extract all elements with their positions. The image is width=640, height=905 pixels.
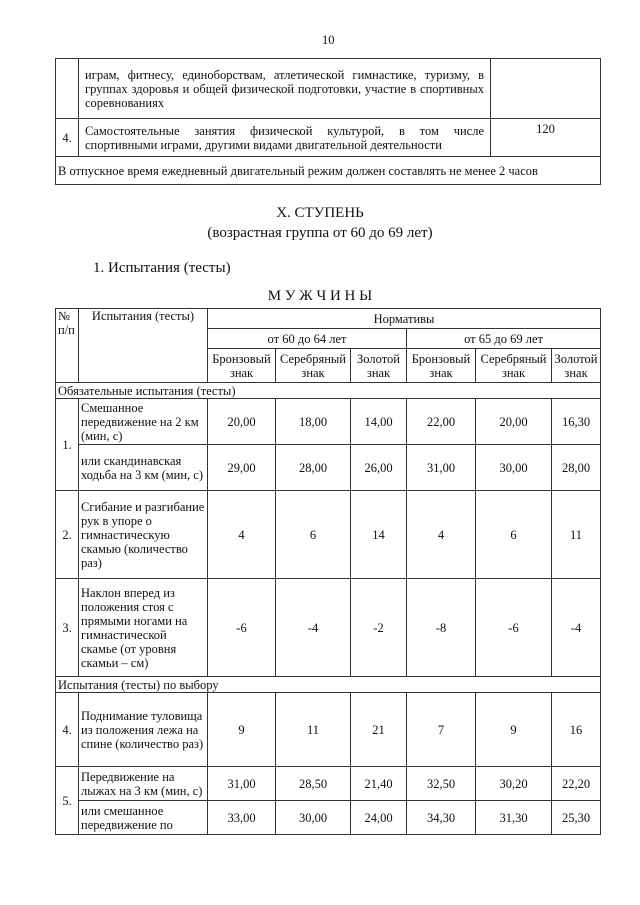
test-name: или смешанное передвижение по [79,801,208,835]
header-num: № п/п [56,309,79,383]
row-number: 2. [56,491,79,579]
gender-heading: М У Ж Ч И Н Ы [267,288,373,304]
test-name: Передвижение на лыжах на 3 км (мин, с) [79,767,208,801]
norms-table [55,308,601,835]
norm-value: 18,00 [276,399,351,445]
norm-value: 7 [407,693,476,767]
norm-value: 11 [552,491,601,579]
test-name: или скандинавская ходьба на 3 км (мин, с) [79,445,208,491]
test-name: Наклон вперед из положения стоя с прямыми ногами на гимнастической скамье (от уровня скамьи – см) [79,579,208,677]
table-footer-note: В отпускное время ежедневный двигательный режим должен составлять не менее 2 часов [56,157,601,185]
table-row [56,399,601,445]
header-badge: Серебряный знак [476,349,552,383]
row-number: 4. [56,693,79,767]
norm-value: 30,00 [276,801,351,835]
header-badge: Золотой знак [552,349,601,383]
table-row [56,579,601,677]
norm-value: 14,00 [351,399,407,445]
activity-table [55,58,601,185]
norm-value: 33,00 [208,801,276,835]
row-text: Самостоятельные занятия физической культурой, в том числе спортивными играми, другими видами двигательной деятельности [79,119,491,157]
norm-value: 28,00 [552,445,601,491]
norm-value: 29,00 [208,445,276,491]
norm-value: 11 [276,693,351,767]
norm-value: 31,00 [208,767,276,801]
row-number: 3. [56,579,79,677]
norm-value: 32,50 [407,767,476,801]
header-badge: Золотой знак [351,349,407,383]
norm-value: 31,30 [476,801,552,835]
norm-value: 6 [476,491,552,579]
header-norms: Нормативы [208,309,601,329]
norm-value: 9 [208,693,276,767]
header-badge: Бронзовый знак [208,349,276,383]
norm-value: 21 [351,693,407,767]
norm-value: 25,30 [552,801,601,835]
norm-value: 20,00 [208,399,276,445]
norm-value: 6 [276,491,351,579]
norm-value: 28,50 [276,767,351,801]
table-row [56,119,601,157]
norm-value: 24,00 [351,801,407,835]
header-badge: Серебряный знак [276,349,351,383]
row-number: 1. [56,399,79,491]
norm-value: -6 [476,579,552,677]
norm-value: 20,00 [476,399,552,445]
row-value [491,59,601,119]
row-number: 4. [56,119,79,157]
test-name: Поднимание туловища из положения лежа на спине (количество раз) [79,693,208,767]
norm-value: -2 [351,579,407,677]
table-row [56,59,601,119]
row-number: 5. [56,767,79,835]
row-number [56,59,79,119]
header-age-60-64: от 60 до 64 лет [208,329,407,349]
norm-value: 14 [351,491,407,579]
norm-value: 28,00 [276,445,351,491]
page-number: 10 [322,33,335,47]
test-name: Сгибание и разгибание рук в упоре о гимнастическую скамью (количество раз) [79,491,208,579]
norm-value: 4 [407,491,476,579]
section-heading: 1. Испытания (тесты) [93,260,231,276]
section-required: Обязательные испытания (тесты) [56,383,601,399]
header-test: Испытания (тесты) [79,309,208,383]
norm-value: 21,40 [351,767,407,801]
norm-value: 34,30 [407,801,476,835]
row-text: играм, фитнесу, единоборствам, атлетической гимнастике, туризму, в группах здоровья и общей физической подготовки, участие в спортивных соревнованиях [79,59,491,119]
section-optional: Испытания (тесты) по выбору [56,677,601,693]
table-row [56,693,601,767]
test-name: Смешанное передвижение на 2 км (мин, с) [79,399,208,445]
norm-value: 22,20 [552,767,601,801]
stage-subtitle: (возрастная группа от 60 до 69 лет) [207,225,433,241]
norm-value: 30,20 [476,767,552,801]
norm-value: 16 [552,693,601,767]
table-row [56,801,601,835]
header-badge: Бронзовый знак [407,349,476,383]
norm-value: -6 [208,579,276,677]
norm-value: -8 [407,579,476,677]
norm-value: -4 [276,579,351,677]
norm-value: 31,00 [407,445,476,491]
norm-value: 4 [208,491,276,579]
table-row [56,767,601,801]
norm-value: 22,00 [407,399,476,445]
row-value: 120 [491,119,601,157]
norm-value: 26,00 [351,445,407,491]
stage-title: X. СТУПЕНЬ [276,205,364,221]
norm-value: 30,00 [476,445,552,491]
norm-value: -4 [552,579,601,677]
norm-value: 9 [476,693,552,767]
table-row [56,445,601,491]
norm-value: 16,30 [552,399,601,445]
header-age-65-69: от 65 до 69 лет [407,329,601,349]
table-row [56,491,601,579]
